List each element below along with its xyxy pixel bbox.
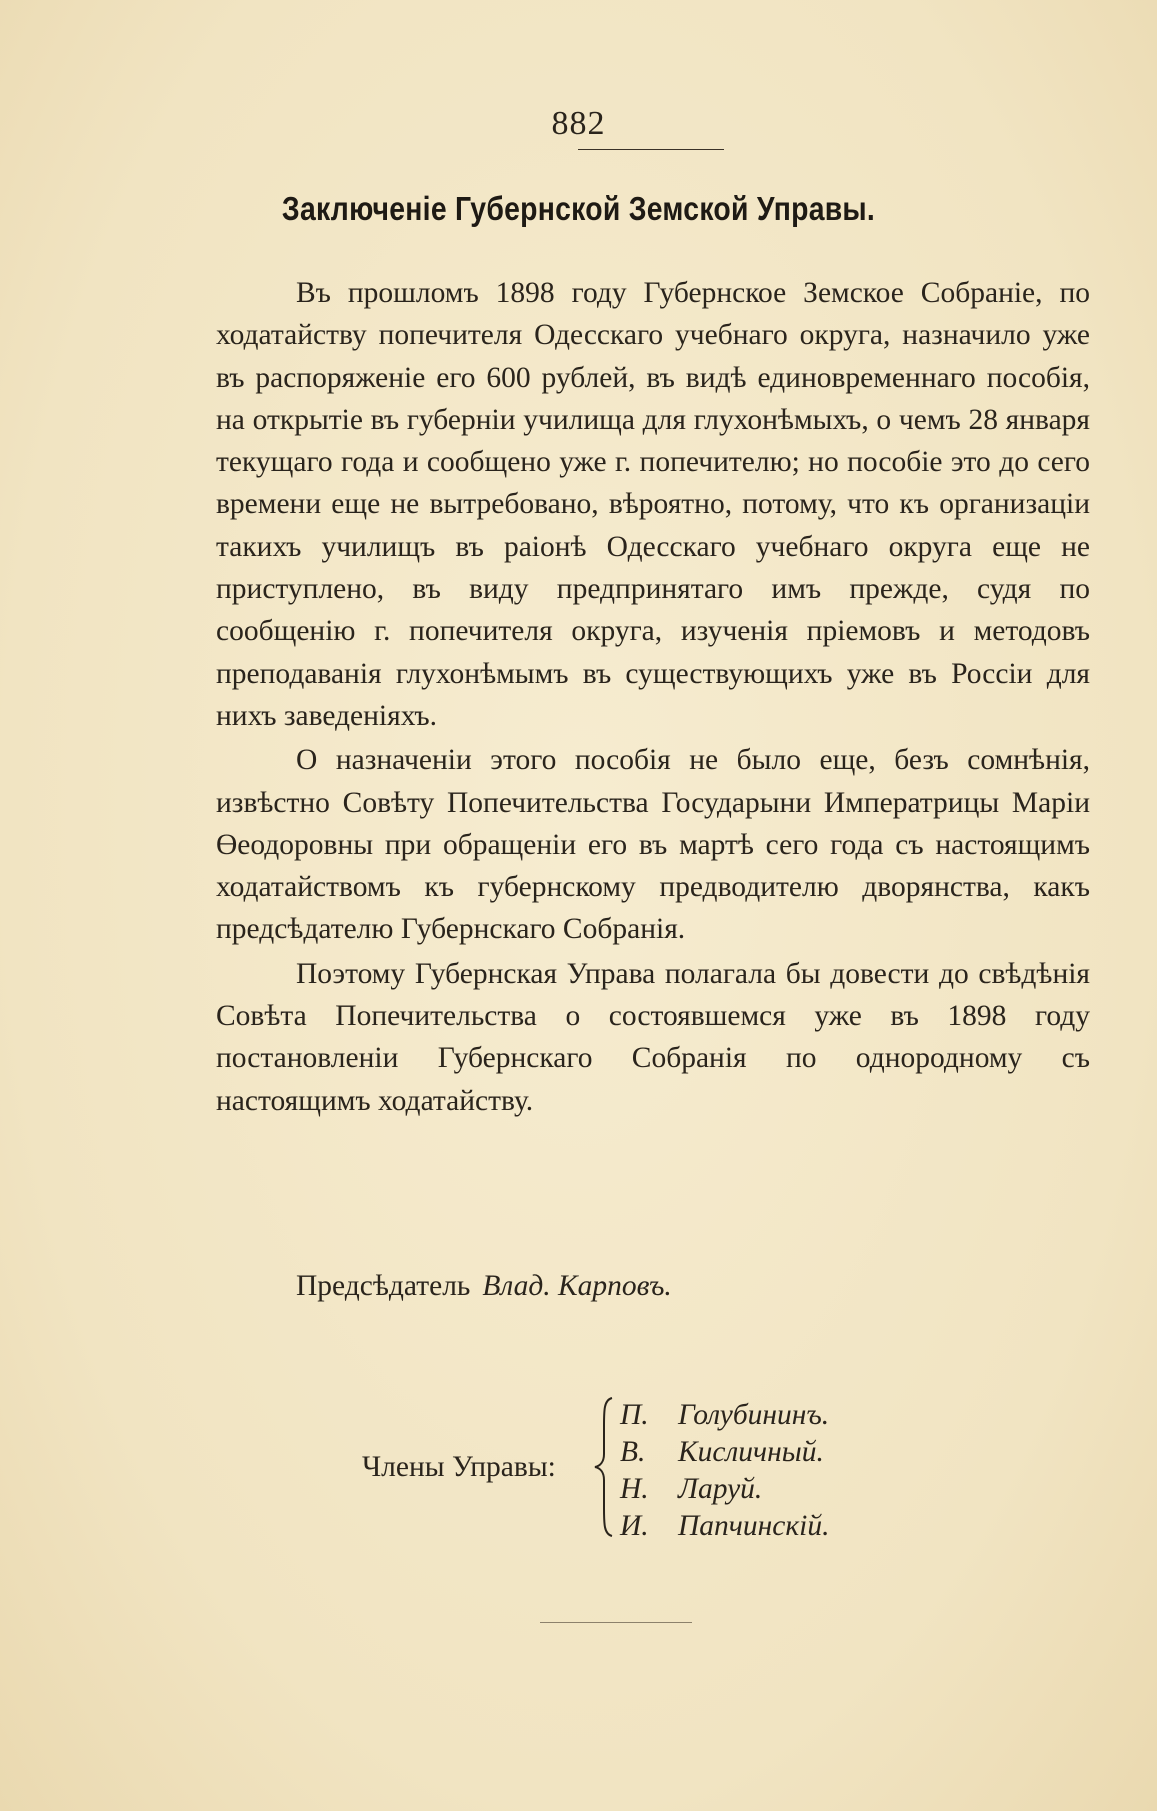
paragraph: Поэтому Губернская Управа полагала бы довести до свѣдѣнія Совѣта Попечительства о состоявшемся уже въ 1898 году постановленіи Губернскаго Собранія по однородному съ настоящимъ ходатайству.	[216, 957, 1090, 1117]
member-item	[620, 1471, 829, 1508]
paragraph: Въ прошломъ 1898 году Губернское Земское Собраніе, по ходатайству попечителя Одесскаго учебнаго округа, назначило уже въ распоряженіе его 600 рублей, въ видѣ единовременнаго пособія, на открытіе въ губерніи училища для глухонѣмыхъ, о чемъ 28 января текущаго года и сообщено уже г. попечителю; но пособіе это до сего времени еще не вытребовано, вѣроятно, потому, что къ организаціи такихъ училищъ въ раіонѣ Одесскаго учебнаго округа еще не приступлено, въ виду предпринятаго имъ прежде, судя по сообщенію г. попечителя округа, изученія пріемовъ и методовъ преподаванія глухонѣмымъ въ существующихъ уже въ Россіи для нихъ заведеніяхъ.	[216, 277, 1090, 732]
page-number: 882	[551, 105, 606, 142]
members-list	[620, 1397, 829, 1545]
member-initial: В.	[620, 1436, 646, 1468]
page-number-rule	[578, 149, 724, 150]
member-initial: Н.	[620, 1473, 649, 1505]
member-surname: Кисличный.	[678, 1436, 824, 1468]
member-initial: П.	[620, 1399, 649, 1431]
member-surname: Папчинскій.	[678, 1510, 830, 1542]
member-item	[620, 1508, 829, 1545]
members-label: Члены Управы:	[362, 1451, 556, 1483]
member-initial: И.	[620, 1510, 649, 1542]
member-surname: Голубининъ.	[678, 1399, 830, 1431]
paragraph: О назначеніи этого пособія не было еще, безъ сомнѣнія, извѣстно Совѣту Попечительства Государыни Императрицы Маріи Өеодоровны при обращеніи его въ мартѣ сего года съ настоящимъ ходатайствомъ къ губернскому предводителю дворянства, какъ предсѣдателю Губернскаго Собранія.	[216, 744, 1090, 946]
member-surname: Ларуй.	[678, 1473, 763, 1505]
chairman-title: Предсѣдатель	[296, 1270, 471, 1302]
closing-rule	[540, 1622, 692, 1623]
body-text	[216, 272, 1090, 1122]
chairman-name: Влад. Карповъ.	[482, 1270, 672, 1302]
section-heading: Заключеніе Губернской Земской Управы.	[281, 190, 876, 227]
member-item	[620, 1397, 829, 1434]
curly-brace	[592, 1396, 622, 1538]
member-item	[620, 1434, 829, 1471]
chairman-signature-line	[296, 1270, 672, 1303]
